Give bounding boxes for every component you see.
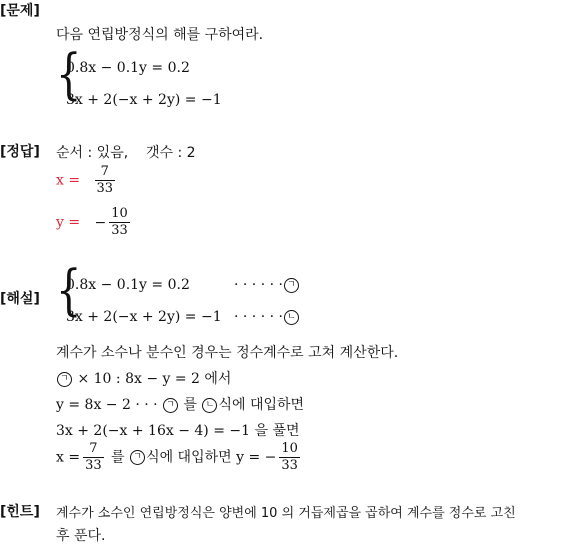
explanation-line-5-b: 를 — [111, 449, 125, 466]
explanation-brace: { — [56, 259, 82, 323]
explanation-line-5-denominator-2: 33 — [281, 458, 298, 473]
explanation-line-2 — [56, 368, 231, 388]
explanation-equation-1: 0.8x − 0.1y = 0.2 — [66, 277, 190, 293]
explanation-line-3-c: 식에 대입하면 — [218, 397, 305, 413]
answer-y — [56, 206, 133, 239]
circle-giyeok-icon: ㄱ — [57, 372, 72, 387]
explanation-label: [해설] — [0, 291, 40, 307]
explanation-line-5-fraction-2 — [279, 441, 300, 474]
answer-y-sign: − — [94, 214, 107, 231]
explanation-line-5-c: 식에 대입하면 y = − — [146, 449, 277, 466]
answer-label: [정답] — [0, 144, 40, 160]
problem-equation-2: 3x + 2(−x + 2y) = −1 — [66, 92, 222, 108]
explanation-line-5 — [56, 441, 303, 474]
circle-nieun-icon: ㄴ — [202, 398, 217, 413]
problem-instruction: 다음 연립방정식의 해를 구하여라. — [56, 27, 264, 43]
circle-nieun-icon: ㄴ — [284, 310, 299, 325]
hint-line-2: 후 푼다. — [56, 528, 106, 544]
explanation-line-5-numerator-1: 7 — [83, 441, 104, 458]
answer-y-fraction — [109, 206, 130, 239]
answer-x-variable: x = — [56, 172, 81, 189]
answer-y-variable: y = — [56, 214, 81, 231]
circle-giyeok-icon: ㄱ — [130, 450, 145, 465]
explanation-line-4: 3x + 2(−x + 16x − 4) = −1 을 풀면 — [56, 423, 300, 439]
problem-brace: { — [56, 43, 82, 107]
explanation-line-3-a: y = 8x − 2 · · · — [56, 397, 158, 413]
hint-label: [힌트] — [0, 504, 40, 520]
explanation-line-5-a: x = — [56, 449, 81, 466]
answer-order — [56, 142, 196, 162]
hint-line-1: 계수가 소수인 연립방정식은 양변에 10 의 거듭제곱을 곱하여 계수를 정수로 고친 — [56, 506, 516, 521]
explanation-line-1: 계수가 소수나 분수인 경우는 정수계수로 고쳐 계산한다. — [56, 345, 399, 361]
answer-x-numerator: 7 — [95, 164, 116, 181]
explanation-line-5-fraction-1 — [83, 441, 104, 474]
explanation-equation-2: 3x + 2(−x + 2y) = −1 — [66, 309, 222, 325]
answer-x-denominator: 33 — [96, 181, 114, 196]
circle-giyeok-icon: ㄱ — [284, 278, 299, 293]
answer-count-text: 갯수 : 2 — [145, 145, 196, 161]
answer-order-text: 순서 : 있음, — [56, 145, 129, 161]
answer-y-denominator: 33 — [111, 223, 128, 238]
answer-x — [56, 164, 118, 197]
explanation-equation-2-marker — [234, 309, 300, 325]
answer-x-fraction — [95, 164, 116, 197]
explanation-equation-1-dots: · · · · · · — [234, 277, 283, 293]
circle-giyeok-icon: ㄱ — [163, 398, 178, 413]
explanation-equation-2-dots: · · · · · · — [234, 309, 283, 325]
problem-label: [문제] — [0, 3, 40, 19]
explanation-line-3-b: 를 — [183, 397, 198, 413]
problem-equation-1: 0.8x − 0.1y = 0.2 — [66, 60, 190, 76]
explanation-line-2-text: × 10 : 8x − y = 2 에서 — [77, 371, 232, 387]
explanation-line-5-denominator-1: 33 — [85, 458, 102, 473]
explanation-line-3 — [56, 394, 304, 414]
explanation-equation-1-marker — [234, 277, 300, 293]
explanation-line-5-numerator-2: 10 — [281, 441, 298, 456]
answer-y-numerator: 10 — [111, 206, 128, 221]
